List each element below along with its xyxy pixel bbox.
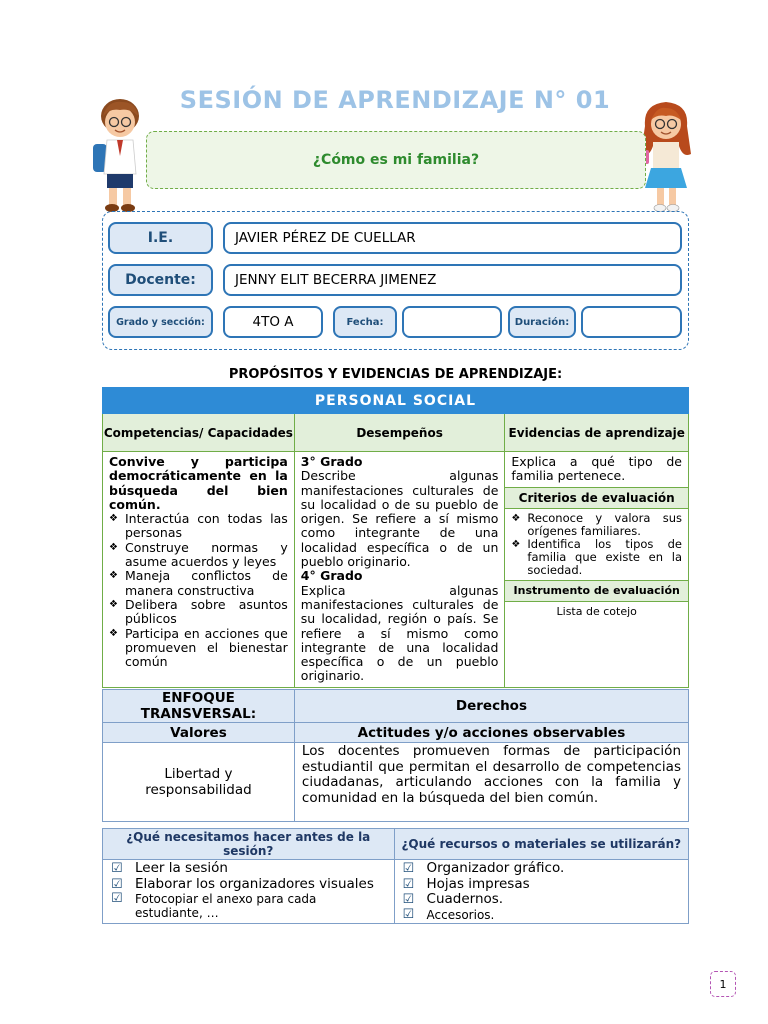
recurso-item: ☑ Hojas impresas bbox=[401, 877, 682, 893]
header-desempenos: Desempeños bbox=[294, 414, 505, 452]
valor-cell: Libertad y responsabilidad bbox=[103, 743, 295, 822]
valores-header: Valores bbox=[103, 723, 295, 743]
purposes-table bbox=[102, 387, 689, 688]
capacidad-item: ❖ Interactúa con todas las personas bbox=[109, 512, 288, 541]
recursos-cell bbox=[394, 860, 688, 924]
evidencias-cell bbox=[505, 452, 689, 688]
duracion-field[interactable] bbox=[581, 306, 682, 338]
antes-item: ☑ Fotocopiar el anexo para cada estudiante, … bbox=[109, 892, 388, 920]
antes-item: ☑ Elaborar los organizadores visuales bbox=[109, 877, 388, 893]
capacidad-item: ❖ Construye normas y asume acuerdos y leyes bbox=[109, 541, 288, 570]
duracion-label: Duración: bbox=[508, 306, 576, 338]
grado-label: Grado y sección: bbox=[108, 306, 213, 338]
actitud-cell: Los docentes promueven formas de participación estudiantil que permitan el desarrollo de competencias ciudadanas, articulando acciones con la familia y comunidad en la búsqueda del bien común. bbox=[294, 743, 688, 822]
competencia-text: Convive y participa democráticamente en la búsqueda del bien común. bbox=[109, 454, 288, 512]
recursos-header: ¿Qué recursos o materiales se utilizarán? bbox=[394, 829, 688, 860]
criterio-item: ❖ Identifica los tipos de familia que existe en la sociedad. bbox=[511, 538, 682, 577]
header-evidencias: Evidencias de aprendizaje bbox=[505, 414, 689, 452]
antes-header: ¿Qué necesitamos hacer antes de la sesión? bbox=[103, 829, 395, 860]
recurso-item: ☑ Organizador gráfico. bbox=[401, 861, 682, 877]
recurso-item: ☑ Cuadernos. bbox=[401, 892, 682, 908]
recursos-list bbox=[401, 861, 682, 922]
instrumento-header: Instrumento de evaluación bbox=[505, 580, 688, 602]
ie-field[interactable]: JAVIER PÉREZ DE CUELLAR bbox=[223, 222, 682, 254]
docente-label: Docente: bbox=[108, 264, 213, 296]
evidencia-text: Explica a qué tipo de familia pertenece. bbox=[511, 454, 682, 484]
enfoque-table bbox=[102, 689, 689, 822]
antes-item: ☑ Leer la sesión bbox=[109, 861, 388, 877]
grado4-label: 4° Grado bbox=[300, 568, 363, 584]
purposes-heading: PROPÓSITOS Y EVIDENCIAS DE APRENDIZAJE: bbox=[228, 367, 563, 382]
actitudes-header: Actitudes y/o acciones observables bbox=[294, 723, 688, 743]
desempenos-cell bbox=[294, 452, 505, 688]
grado3-label: 3° Grado bbox=[300, 454, 363, 469]
fecha-field[interactable] bbox=[402, 306, 502, 338]
boy-illustration bbox=[90, 94, 150, 214]
recurso-item: ☑ Accesorios. bbox=[401, 908, 682, 922]
criterio-item: ❖ Reconoce y valora sus orígenes familiares. bbox=[511, 512, 682, 538]
session-subtitle-box bbox=[146, 131, 646, 189]
session-subtitle: ¿Cómo es mi familia? bbox=[312, 152, 480, 168]
antes-cell bbox=[103, 860, 395, 924]
enfoque-label: ENFOQUE TRANSVERSAL: bbox=[103, 690, 295, 723]
page-number: 1 bbox=[710, 971, 736, 997]
capacidad-item: ❖ Delibera sobre asuntos públicos bbox=[109, 598, 288, 627]
area-banner: PERSONAL SOCIAL bbox=[103, 388, 689, 414]
header-competencias: Competencias/ Capacidades bbox=[103, 414, 295, 452]
fecha-label: Fecha: bbox=[333, 306, 397, 338]
docente-field[interactable]: JENNY ELIT BECERRA JIMENEZ bbox=[223, 264, 682, 296]
antes-list bbox=[109, 861, 388, 920]
session-title: SESIÓN DE APRENDIZAJE N° 01 bbox=[179, 86, 611, 114]
capacidad-item: ❖ Participa en acciones que promueven el bienestar común bbox=[109, 627, 288, 670]
criterios-header: Criterios de evaluación bbox=[505, 487, 688, 509]
grado3-text: Describe algunas manifestaciones culturales de su localidad o de su pueblo de origen. Se refiere a sí mismo como integrante de una localidad específica o de un pueblo originario. bbox=[300, 468, 499, 570]
instrumento-text: Lista de cotejo bbox=[556, 605, 637, 619]
ie-label: I.E. bbox=[108, 222, 213, 254]
grado4-text: Explica algunas manifestaciones culturales de su localidad, región o país. Se refiere a sí mismo como integrante de una localidad específica o de un pueblo originario. bbox=[300, 582, 499, 684]
enfoque-derechos: Derechos bbox=[294, 690, 688, 723]
preparacion-table bbox=[102, 828, 689, 924]
grado-field[interactable]: 4TO A bbox=[223, 306, 323, 338]
capacidades-list bbox=[109, 512, 288, 669]
competencias-cell bbox=[103, 452, 295, 688]
criterios-list bbox=[511, 512, 682, 577]
capacidad-item: ❖ Maneja conflictos de manera constructiva bbox=[109, 569, 288, 598]
